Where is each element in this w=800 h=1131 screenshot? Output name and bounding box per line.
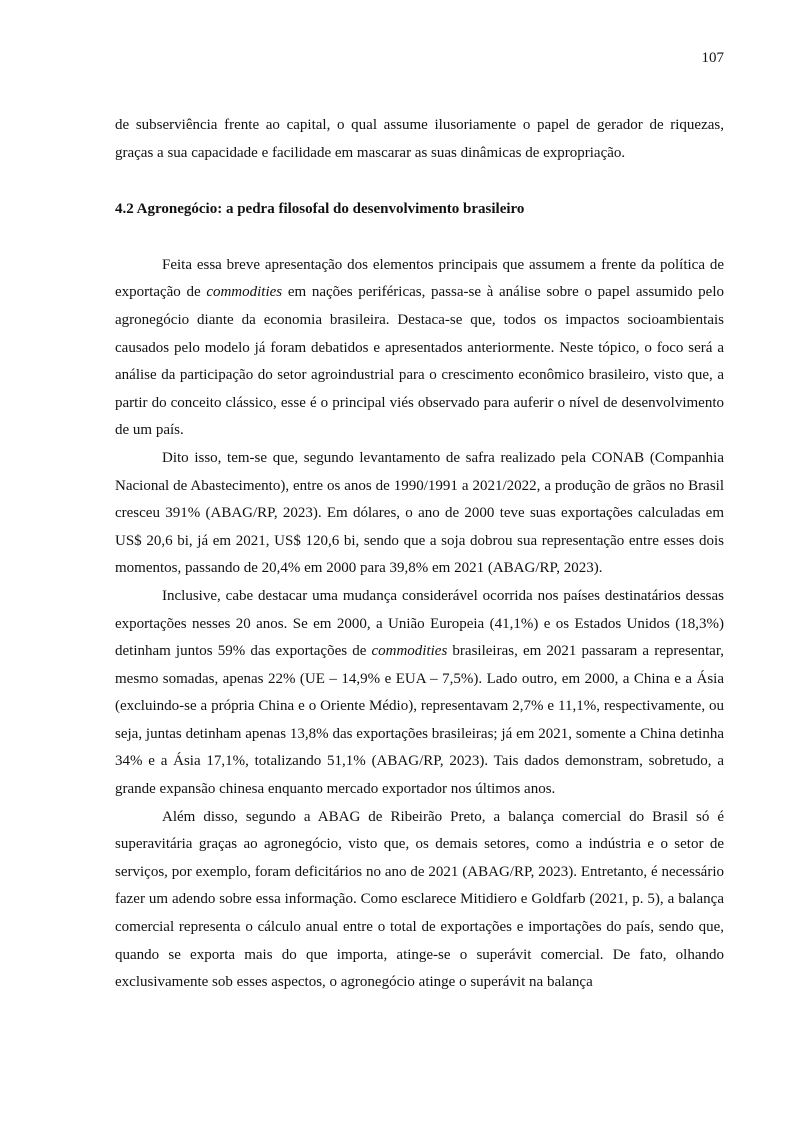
section-heading: 4.2 Agronegócio: a pedra filosofal do desenvolvimento brasileiro [115, 201, 525, 218]
paragraph-3-emphasis: commodities [371, 643, 448, 660]
paragraph-4: Além disso, segundo a ABAG de Ribeirão Preto, a balança comercial do Brasil só é superavitária graças ao agronegócio, visto que, os demais setores, como a indústria e o setor de serviços, por exemplo, foram deficitários no ano de 2021 (ABAG/RP, 2023). Entretanto, é necessário fazer um adendo sobre essa informação. Como esclarece Mitidiero e Goldfarb (2021, p. 5), a balança comercial representa o cálculo anual entre o total de exportações e importações do país, sendo que, quando se exporta mais do que importa, atinge-se o superávit comercial. De fato, olhando exclusivamente sob esses aspectos, o agronegócio atinge o superávit na balança [115, 808, 724, 991]
paragraph-1-text-a: Feita essa breve apresentação dos elementos principais que assumem a frente da política de exportação de [115, 256, 724, 301]
paragraph-3 [115, 583, 724, 804]
paragraph-intro: de subserviência frente ao capital, o qual assume ilusoriamente o papel de gerador de riquezas, graças a sua capacidade e facilidade em mascarar as suas dinâmicas de expropriação. [115, 117, 724, 161]
paragraph-2: Dito isso, tem-se que, segundo levantamento de safra realizado pela CONAB (Companhia Nacional de Abastecimento), entre os anos de 1990/1991 a 2021/2022, a produção de grãos no Brasil cresceu 391% (ABAG/RP, 2023). Em dólares, o ano de 2000 teve suas exportações calculadas em US$ 20,6 bi, já em 2021, US$ 120,6 bi, sendo que a soja dobrou sua representação entre esses dois momentos, passando de 20,4% em 2000 para 39,8% em 2021 (ABAG/RP, 2023). [115, 449, 724, 577]
paragraph-1 [115, 252, 724, 445]
paragraph-3-text-a: Inclusive, cabe destacar uma mudança considerável ocorrida nos países destinatários dessas exportações nesses 20 anos. Se em 2000, a União Europeia (41,1%) e os Estados Unidos (18,3%) detinham juntos 59% das exportações de [115, 587, 724, 660]
paragraph-1-emphasis: commodities [206, 284, 283, 301]
paragraph-3-text-b: brasileiras, em 2021 passaram a representar, mesmo somadas, apenas 22% (UE – 14,9% e EUA – 7,5%). Lado outro, em 2000, a China e a Ásia (excluindo-se a própria China e o Oriente Médio), representavam 2,7% e 11,1%, respectivamente, ou seja, juntas detinham apenas 13,8% das exportações brasileiras; já em 2021, somente a China detinha 34% e a Ásia 17,1%, totalizando 51,1% (ABAG/RP, 2023). Tais dados demonstram, sobretudo, a grande expansão chinesa enquanto mercado exportador nos últimos anos. [115, 643, 724, 798]
page-body [115, 112, 724, 997]
paragraph-1-text-b: em nações periféricas, passa-se à análise sobre o papel assumido pelo agronegócio diante da economia brasileira. Destaca-se que, todos os impactos socioambientais causados pelo modelo já foram debatidos e apresentados anteriormente. Neste tópico, o foco será a análise da participação do setor agroindustrial para o crescimento econômico brasileiro, visto que, a partir do conceito clássico, esse é o principal viés observado para auferir o nível de desenvolvimento de um país. [115, 284, 724, 439]
page-number: 107 [701, 50, 724, 66]
